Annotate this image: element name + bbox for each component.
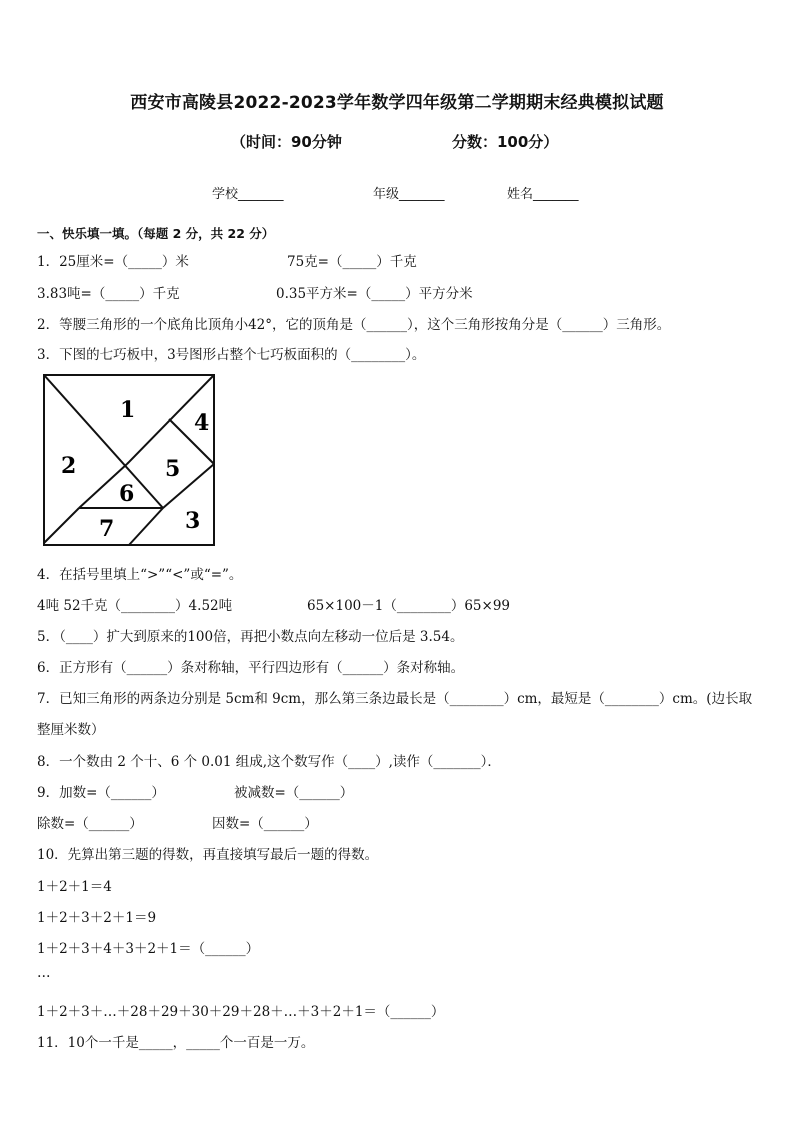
question-10-line3: 1＋2＋3＋4＋3＋2＋1＝（______） xyxy=(37,941,260,957)
question-7: 7．已知三角形的两条边分别是 5cm和 9cm，那么第三条边最长是（________）cm，最短是（________）cm。(边长取 xyxy=(37,691,753,707)
grade-field: 年级_______ xyxy=(373,187,445,202)
exam-title: 西安市高陵县2022-2023学年数学四年级第二学期期末经典模拟试题 xyxy=(130,93,664,113)
section-heading: 一、快乐填一填。（每题 2 分，共 22 分） xyxy=(37,226,275,241)
question-7-cont: 整厘米数） xyxy=(37,722,105,738)
question-8: 8．一个数由 2 个十、6 个 0.01 组成,这个数写作（____）,读作（_______）． xyxy=(37,754,501,770)
tangram-label-2: 2 xyxy=(61,453,77,479)
question-5: 5．（____）扩大到原来的100倍，再把小数点向左移动一位后是 3.54。 xyxy=(37,629,464,645)
exam-time: （时间：90分钟 xyxy=(231,133,342,151)
tangram-label-3: 3 xyxy=(185,508,201,534)
tangram-label-1: 1 xyxy=(120,397,136,423)
question-10-line1: 1＋2＋1＝4 xyxy=(37,879,112,895)
question-4a: 4吨 52千克（________）4.52吨 xyxy=(37,598,233,614)
exam-score: 分数：100分） xyxy=(452,133,559,151)
question-10-line5: 1＋2＋3＋…＋28＋29＋30＋29＋28＋…＋3＋2＋1＝（______） xyxy=(37,1004,445,1020)
question-10: 10．先算出第三题的得数，再直接填写最后一题的得数。 xyxy=(37,847,379,863)
question-9b: 被减数=（______） xyxy=(234,785,354,801)
question-4: 4．在括号里填上“>”“<”或“=”。 xyxy=(37,567,243,583)
question-1c: 3.83吨=（_____）千克 xyxy=(37,286,180,302)
question-9a: 9．加数=（______） xyxy=(37,785,165,801)
question-1d: 0.35平方米=（_____）平方分米 xyxy=(276,286,473,302)
question-11: 11．10个一千是_____，_____个一百是一万。 xyxy=(37,1035,315,1051)
question-9d: 因数=（______） xyxy=(212,816,318,832)
question-4b: 65×100－1（________）65×99 xyxy=(307,598,511,614)
question-9c: 除数=（______） xyxy=(37,816,143,832)
tangram-label-4: 4 xyxy=(194,410,210,436)
question-2: 2．等腰三角形的一个底角比顶角小42°，它的顶角是（______），这个三角形按角分是（______）三角形。 xyxy=(37,317,671,333)
tangram-label-6: 6 xyxy=(119,481,135,507)
question-3: 3．下图的七巧板中，3号图形占整个七巧板面积的（________）。 xyxy=(37,347,426,363)
tangram-label-7: 7 xyxy=(99,516,115,542)
name-field: 姓名_______ xyxy=(507,187,579,202)
question-1b: 75克=（_____）千克 xyxy=(287,254,417,270)
question-1a: 1．25厘米=（_____）米 xyxy=(37,254,189,270)
question-6: 6．正方形有（______）条对称轴，平行四边形有（______）条对称轴。 xyxy=(37,660,465,676)
question-10-line2: 1＋2＋3＋2＋1＝9 xyxy=(37,910,157,926)
question-10-ellipsis: … xyxy=(37,965,51,981)
tangram-figure xyxy=(42,373,218,549)
school-field: 学校_______ xyxy=(212,187,284,202)
tangram-label-5: 5 xyxy=(165,456,181,482)
